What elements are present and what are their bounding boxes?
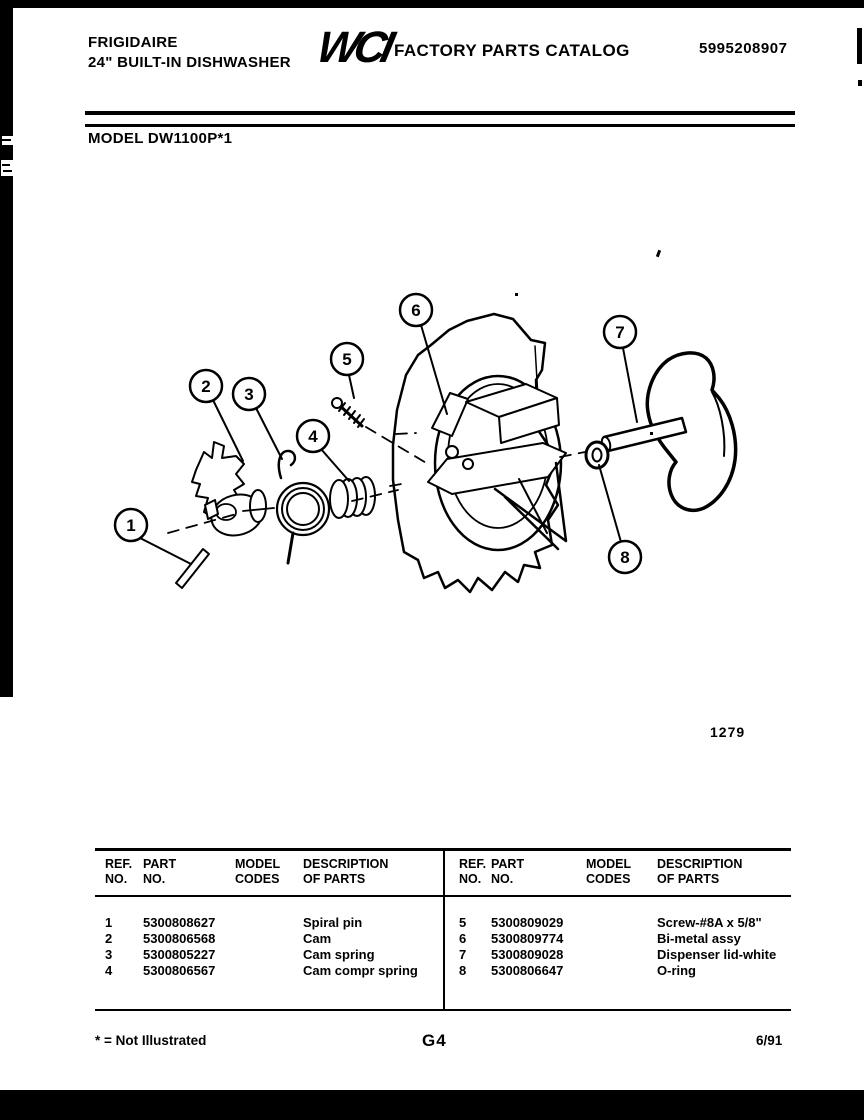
- col-header-part: PART NO.: [491, 857, 525, 886]
- cell-ref: 4: [105, 963, 113, 978]
- o-ring: [586, 442, 608, 468]
- cell-codes: [586, 915, 657, 931]
- callout-6: 6: [411, 301, 421, 320]
- table-row: [95, 931, 443, 947]
- table-row: [445, 963, 791, 979]
- callout-3: 3: [244, 385, 254, 404]
- cell-desc: Bi-metal assy: [657, 931, 741, 946]
- cell-ref: 1: [105, 915, 113, 930]
- callout-8: 8: [620, 548, 630, 567]
- spiral-pin: [176, 549, 209, 588]
- cell-desc: Cam compr spring: [303, 963, 418, 978]
- wci-logo: WCI: [312, 23, 394, 72]
- catalog-title: FACTORY PARTS CATALOG: [394, 41, 630, 60]
- table-header-row: [445, 851, 791, 895]
- cell-codes: [586, 947, 657, 963]
- revision-date: 6/91: [756, 1033, 783, 1048]
- cell-part: 5300809774: [491, 931, 564, 946]
- cell-desc: Screw-#8A x 5/8": [657, 915, 762, 930]
- model-number: MODEL DW1100P*1: [88, 130, 233, 147]
- cell-desc: Cam: [303, 931, 332, 946]
- cell-ref: 2: [105, 931, 113, 946]
- callout-2: 2: [201, 377, 211, 396]
- callout-1: 1: [126, 516, 136, 535]
- parts-table-left: [95, 851, 443, 1009]
- cell-part: 5300806568: [143, 931, 216, 946]
- table-row: [95, 915, 443, 931]
- table-spacer-row: [95, 895, 443, 915]
- table-row: [445, 947, 791, 963]
- screw: [332, 398, 364, 427]
- cam-spring-hook: [279, 451, 295, 478]
- cell-codes: [235, 931, 303, 947]
- table-row: [95, 947, 443, 963]
- cell-part: 5300809029: [491, 915, 564, 930]
- cell-ref: 5: [459, 915, 467, 930]
- callout-balloons: [115, 294, 641, 573]
- parts-table-right: [445, 851, 791, 1009]
- cell-desc: O-ring: [657, 963, 696, 978]
- cell-part: 5300806647: [491, 963, 564, 978]
- product-line: 24" BUILT-IN DISHWASHER: [88, 54, 291, 71]
- cell-desc: Cam spring: [303, 947, 375, 962]
- cell-codes: [235, 963, 303, 979]
- not-illustrated-note: * = Not Illustrated: [95, 1033, 207, 1048]
- table-spacer-row: [445, 895, 791, 915]
- table-row: [445, 931, 791, 947]
- cell-part: 5300808627: [143, 915, 216, 930]
- bimetal-pivot-small: [463, 459, 473, 469]
- cell-part: 5300809028: [491, 947, 564, 962]
- cam-spring-coil: [287, 493, 319, 525]
- col-header-part: PART NO.: [143, 857, 177, 886]
- cell-desc: Dispenser lid-white: [657, 947, 777, 962]
- brand-name: FRIGIDAIRE: [88, 34, 178, 51]
- publication-number: 5995208907: [699, 40, 788, 57]
- col-header-codes: MODEL CODES: [586, 857, 632, 886]
- col-header-ref: REF. NO.: [459, 857, 487, 886]
- cell-codes: [586, 931, 657, 947]
- table-row: [445, 915, 791, 931]
- cam-spring-tail: [288, 533, 293, 563]
- table-header-row: [95, 851, 443, 895]
- cam-spring-coil: [277, 483, 329, 535]
- cell-codes: [235, 947, 303, 963]
- cam-spring-coil: [282, 488, 324, 530]
- parts-table: [95, 848, 791, 1011]
- page-id: G4: [422, 1031, 447, 1050]
- callout-7: 7: [615, 323, 625, 342]
- cell-codes: [586, 963, 657, 979]
- cell-codes: [235, 915, 303, 931]
- cell-part: 5300805227: [143, 947, 216, 962]
- cell-part: 5300806567: [143, 963, 216, 978]
- figure-number: 1279: [710, 724, 746, 740]
- cell-ref: 6: [459, 931, 467, 946]
- callout-5: 5: [342, 350, 352, 369]
- col-header-desc: DESCRIPTION OF PARTS: [657, 857, 743, 886]
- pin-speck: [650, 432, 653, 435]
- cell-ref: 8: [459, 963, 467, 978]
- callout-4: 4: [308, 427, 318, 446]
- table-row: [95, 963, 443, 979]
- cell-desc: Spiral pin: [303, 915, 363, 930]
- bimetal-pivot: [446, 446, 458, 458]
- col-header-codes: MODEL CODES: [235, 857, 281, 886]
- cam-hub: [250, 490, 266, 522]
- compression-spring: [330, 477, 375, 518]
- col-header-ref: REF. NO.: [105, 857, 133, 886]
- col-header-desc: DESCRIPTION OF PARTS: [303, 857, 389, 886]
- cell-ref: 3: [105, 947, 113, 962]
- cell-ref: 7: [459, 947, 467, 962]
